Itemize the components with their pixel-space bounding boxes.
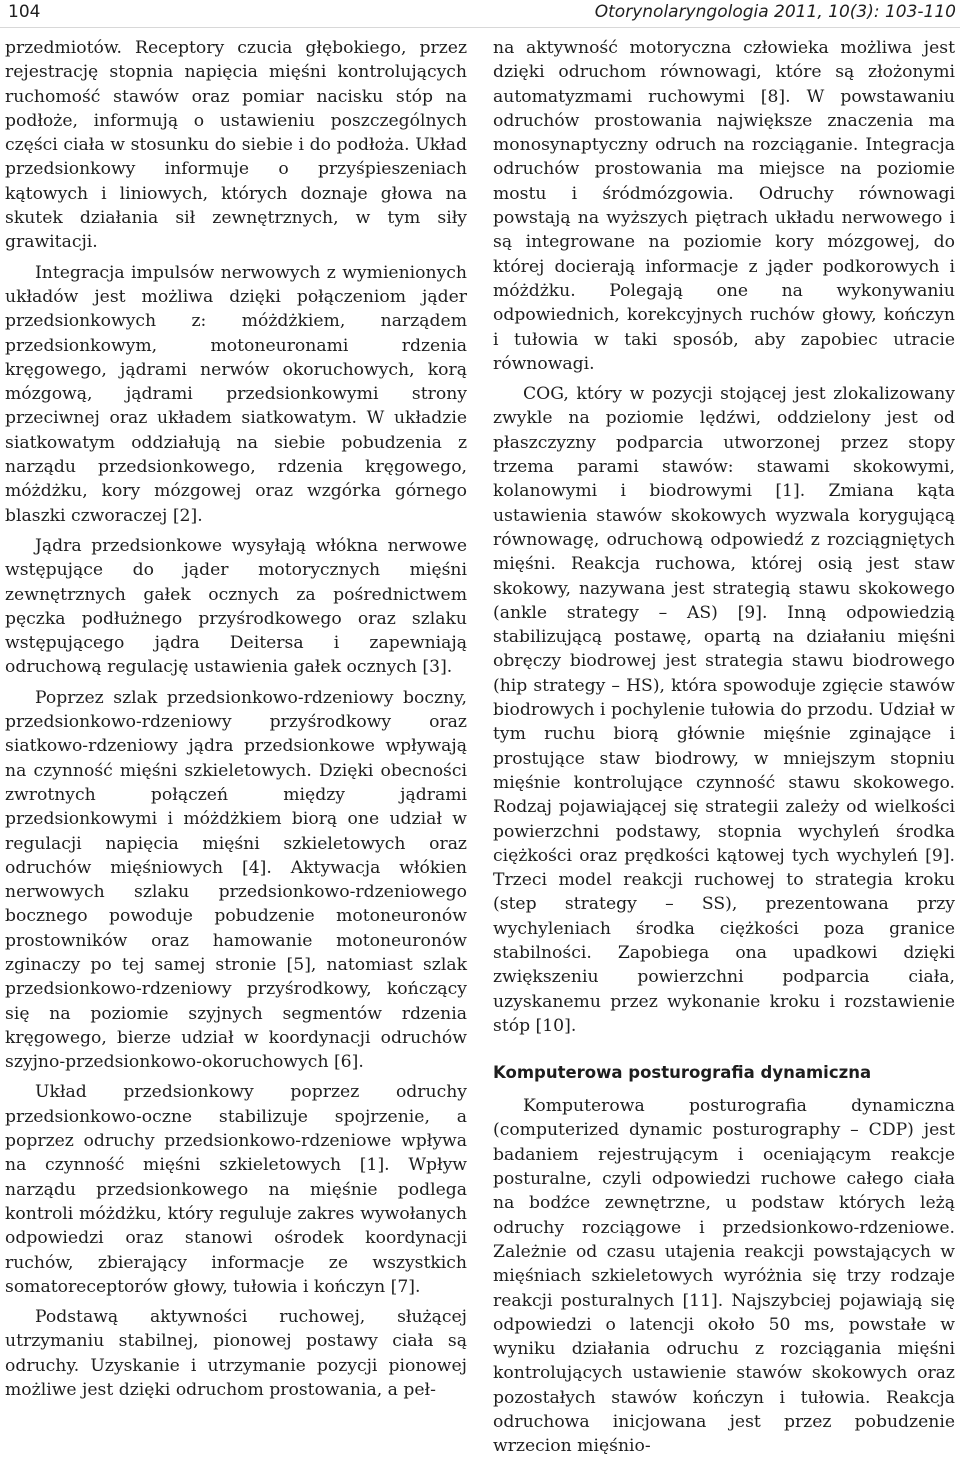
left-column [5,36,467,1408]
paragraph: Jądra przedsionkowe wysyłają włókna nerwowe wstępujące do jąder motorycznych mięśni zewnętrznych gałek ocznych za pośrednictwem pęczka podłużnego przyśrodkowego oraz szlaku wstępującego jądra Deitersa i zapewniają odruchową regulację ustawienia gałek ocznych [3]. [5,535,467,678]
paragraph: na aktywność motoryczna człowieka możliwa jest dzięki odruchom równowagi, które są złożonymi automatyzmami ruchowymi [8]. W powstawaniu odruchów prostowania największe znaczenia ma monosynaptyczny odruch na rozciąganie. Integracja odruchów prostowania ma miejsce na poziomie mostu i śródmózgowia. Odruchy równowagi powstają na wyższych piętrach układu nerwowego i są integrowane na poziomie kory mózgowej, do której docierają informacje z jąder podkorowych i móżdżku. Polegają one na wykonywaniu odpowiednich, korekcyjnych ruchów głowy, kończyn i tułowia w taki sposób, aby zapobiec utracie równowagi. [493,38,955,374]
paragraph: Komputerowa posturografia dynamiczna (computerized dynamic posturography – CDP) jest badaniem rejestrującym i oceniającym reakcje posturalne, czyli odpowiedzi ruchowe całego ciała na bodźce zewnętrzne, u podstaw których leżą odruchy rozciągowe i przedsionkowo-rdzeniowe. Zależnie od czasu utajenia reakcji powstających w mięśniach szkieletowych wyróżnia się trzy rodzaje reakcji posturalnych [11]. Najszybciej pojawiają się odpowiedzi o latencji około 50 ms, powstałe w wyniku działania odruchu z rozciągania mięśni kontrolujących ustawienie stawów skokowych oraz pozostałych stawów kończyn i tułowia. Reakcja odruchowa inicjowana jest przez pobudzenie wrzecion mięśnio- [493,1096,955,1457]
page-number: 104 [8,2,41,22]
paragraph: przedmiotów. Receptory czucia głębokiego, przez rejestrację stopnia napięcia mięśni kontrolujących ruchomość stawów oraz pomiar nacisku stóp na podłoże, informują o ustawieniu poszczególnych części ciała w stosunku do siebie i do podłoża. Układ przedsionkowy informuje o przyśpieszeniach kątowych i liniowych, których doznaje głowa na skutek działania sił zewnętrznych, w tym siły grawitacji. [5,38,467,253]
paragraph: COG, który w pozycji stojącej jest zlokalizowany zwykle na poziomie lędźwi, oddzielony jest od płaszczyzny podparcia utworzonej przez stopy trzema parami stawów: stawami skokowymi, kolanowymi i biodrowymi [1]. Zmiana kąta ustawienia stawów skokowych wyzwala korygującą równowagę, odruchową odpowiedź z rozciągniętych mięśni. Reakcja ruchowa, której osią jest staw skokowy, nazywana jest strategią stawu skokowego (ankle strategy – AS) [9]. Inną odpowiedzią stabilizującą postawę, opartą na działaniu mięśni obręczy biodrowej jest strategia stawu biodrowego (hip strategy – HS), która spowoduje zgięcie stawów biodrowych i pochylenie tułowia do przodu. Udział w tym ruchu biorą głównie mięśnie zginające i prostujące staw biodrowy, w mniejszym stopniu mięśnie kontrolujące czynność stawu skokowego. Rodzaj pojawiającej się strategii zależy od wielkości powierzchni podstawy, stopnia wychyleń środka ciężkości oraz prędkości kątowej tych wychyleń [9]. Trzeci model reakcji ruchowej to strategia kroku (step strategy – SS), prezentowana przy wychyleniach środka ciężkości poza granice stabilności. Zapobiega ona upadkowi dzięki zwiększeniu powierzchni podparcia ciała, uzyskanemu przez wykonanie kroku i rozstawienie stóp [10]. [493,384,955,1036]
paragraph: Integracja impulsów nerwowych z wymienionych układów jest możliwa dzięki połączeniom jąder przedsionkowych z: móżdżkiem, narządem przedsionkowym, motoneuronami rdzenia kręgowego, jądrami nerwów okoruchowych, korą mózgową, jądrami przedsionkowymi strony przeciwnej oraz układem siatkowatym. W układzie siatkowatym oddziałują na siebie pobudzenia z narządu przedsionkowego, rdzenia kręgowego, móżdżku, kory mózgowej oraz wzgórka górnego blaszki czworaczej [2]. [5,262,467,526]
paragraph: Układ przedsionkowy poprzez odruchy przedsionkowo-oczne stabilizuje spojrzenie, a poprzez odruchy przedsionkowo-rdzeniowe wpływa na czynność mięśni szkieletowych [1]. Wpływ narządu przedsionkowego na mięśnie podlega kontroli móżdżku, który reguluje zakres wywołanych odpowiedzi oraz stanowi ośrodek koordynacji ruchów, zbierający informacje ze wszystkich somatoreceptorów głowy, tułowia i kończyn [7]. [5,1082,467,1297]
paragraph: Podstawą aktywności ruchowej, służącej utrzymaniu stabilnej, pionowej postawy ciała są odruchy. Uzyskanie i utrzymanie pozycji pionowej możliwe jest dzięki odruchom prostowania, a peł- [5,1307,467,1401]
section-heading: Komputerowa posturografia dynamiczna [493,1063,872,1083]
journal-citation: Otorynolaryngologia 2011, 10(3): 103-110 [594,2,956,22]
page-header [0,0,960,28]
paragraph: Poprzez szlak przedsionkowo-rdzeniowy boczny, przedsionkowo-rdzeniowy przyśrodkowy oraz siatkowo-rdzeniowy jądra przedsionkowe wpływają na czynność mięśni szkieletowych. Dzięki obecności zwrotnych połączeń między jądrami przedsionkowymi i móżdżkiem biorą one udział w regulacji napięcia mięśni szkieletowych oraz odruchów mięśniowych [4]. Aktywacja włókien nerwowych szlaku przedsionkowo-rdzeniowego bocznego powoduje pobudzenie motoneuronów prostowników oraz hamowanie motoneuronów zginaczy po tej samej stronie [5], natomiast szlak przedsionkowo-rdzeniowy przyśrodkowy, kończący się na poziomie szyjnych segmentów rdzenia kręgowego, bierze udział w koordynacji odruchów szyjno-przedsionkowo-okoruchowych [6]. [5,687,467,1073]
right-column [493,36,955,1465]
